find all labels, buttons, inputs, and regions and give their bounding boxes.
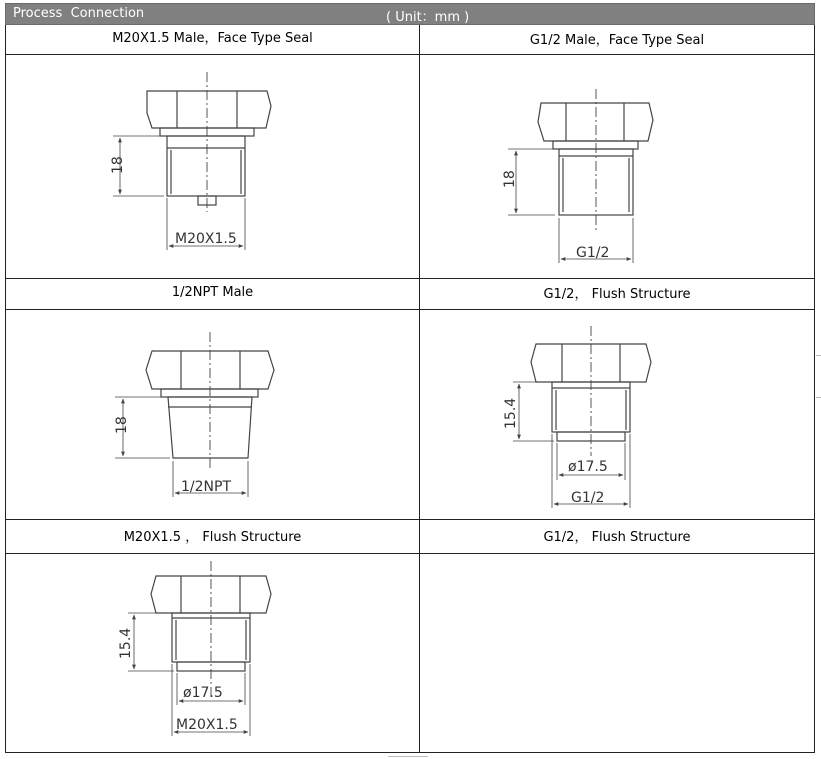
caption-npt-male: 1/2NPT Male xyxy=(171,285,254,300)
dim-height-label: 18 xyxy=(502,170,518,188)
dim-height-label: 15.4 xyxy=(118,627,134,659)
dim-thread-label: 1/2NPT xyxy=(181,479,231,495)
caption-g12-flush: G1/2， Flush Structure xyxy=(543,287,691,302)
table-title: Process Connection xyxy=(13,6,145,21)
drawing-g12-flush xyxy=(513,326,651,508)
edge-mark xyxy=(816,397,821,398)
drawing-m20-face-seal xyxy=(113,72,271,250)
dim-thread-label: G1/2 xyxy=(571,490,605,506)
dim-diameter-label: ø17.5 xyxy=(183,685,223,701)
dim-diameter-label: ø17.5 xyxy=(568,459,608,475)
drawing-g12-face-seal xyxy=(508,89,653,263)
dim-height-label: 15.4 xyxy=(503,397,519,429)
drawing-m20-flush xyxy=(128,561,271,736)
unit-label: ( Unit：mm ) xyxy=(386,10,470,25)
dim-thread-label: M20X1.5 xyxy=(176,717,238,733)
caption-g12-face-seal: G1/2 Male，Face Type Seal xyxy=(529,33,705,48)
dim-height-label: 18 xyxy=(114,416,130,434)
caption-g12-flush-2: G1/2， Flush Structure xyxy=(543,530,691,545)
dim-thread-label: G1/2 xyxy=(576,245,610,261)
dim-thread-label: M20X1.5 xyxy=(175,231,237,247)
dim-height-label: 18 xyxy=(110,156,126,174)
caption-m20-flush: M20X1.5 ， Flush Structure xyxy=(123,530,302,545)
edge-mark xyxy=(388,756,428,757)
caption-m20-face-seal: M20X1.5 Male，Face Type Seal xyxy=(112,31,313,46)
drawing-npt-male xyxy=(115,332,274,497)
edge-mark xyxy=(816,355,821,356)
